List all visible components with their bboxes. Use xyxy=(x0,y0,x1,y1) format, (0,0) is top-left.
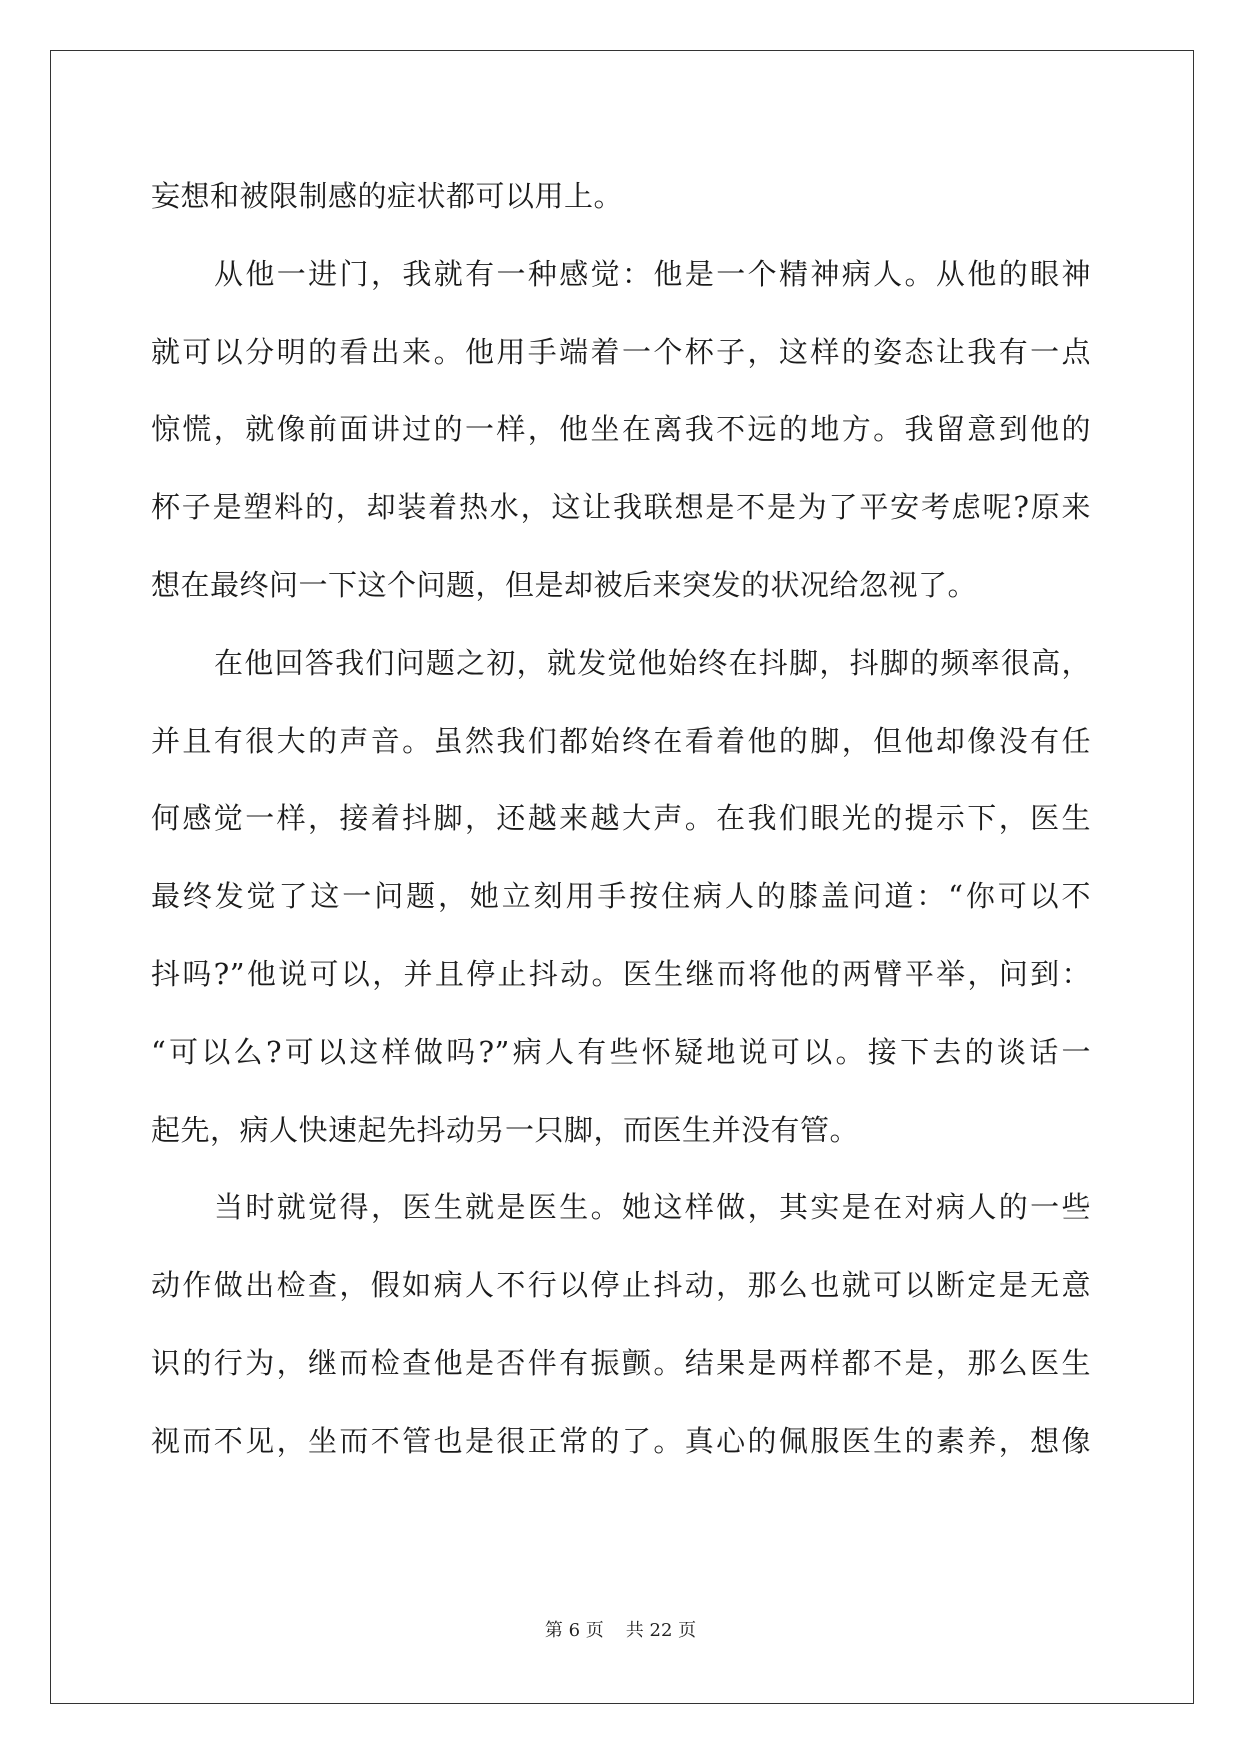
text-line: 想在最终问一下这个问题，但是却被后来突发的状况给忽视了。 xyxy=(151,567,978,602)
text-line: “可以么?可以这样做吗?”病人有些怀疑地说可以。接下去的谈话一 xyxy=(151,1034,1091,1069)
text-line: 最终发觉了这一问题，她立刻用手按住病人的膝盖问道：“你可以不 xyxy=(151,879,1091,914)
paragraph-start-line: 从他一进门，我就有一种感觉：他是一个精神病人。从他的眼神 xyxy=(214,256,1091,291)
text-line: 妄想和被限制感的症状都可以用上。 xyxy=(151,179,624,213)
text-line: 杯子是塑料的，却装着热水，这让我联想是不是为了平安考虑呢?原来 xyxy=(151,490,1091,525)
text-line: 识的行为，继而检查他是否伴有振颤。结果是两样都不是，那么医生 xyxy=(151,1345,1091,1380)
paragraph-start-line: 当时就觉得，医生就是医生。她这样做，其实是在对病人的一些 xyxy=(214,1190,1091,1225)
text-line: 起先，病人快速起先抖动另一只脚，而医生并没有管。 xyxy=(151,1112,860,1147)
text-line: 动作做出检查，假如病人不行以停止抖动，那么也就可以断定是无意 xyxy=(151,1268,1091,1303)
text-line: 抖吗?”他说可以，并且停止抖动。医生继而将他的两臂平举，问到： xyxy=(151,956,1091,991)
text-line: 视而不见，坐而不管也是很正常的了。真心的佩服医生的素养，想像 xyxy=(151,1423,1091,1458)
page-footer xyxy=(0,1616,1241,1642)
paragraph-start-line: 在他回答我们问题之初，就发觉他始终在抖脚，抖脚的频率很高， xyxy=(214,645,1091,680)
text-line: 并且有很大的声音。虽然我们都始终在看着他的脚，但他却像没有任 xyxy=(151,723,1091,758)
page-number: 第 6 页 xyxy=(544,1620,604,1641)
text-line: 何感觉一样，接着抖脚，还越来越大声。在我们眼光的提示下，医生 xyxy=(151,801,1091,836)
text-line: 惊慌，就像前面讲过的一样，他坐在离我不远的地方。我留意到他的 xyxy=(151,412,1091,447)
document-body xyxy=(151,158,1091,1481)
page-total: 共 22 页 xyxy=(625,1620,697,1641)
text-line: 就可以分明的看出来。他用手端着一个杯子，这样的姿态让我有一点 xyxy=(151,334,1091,369)
